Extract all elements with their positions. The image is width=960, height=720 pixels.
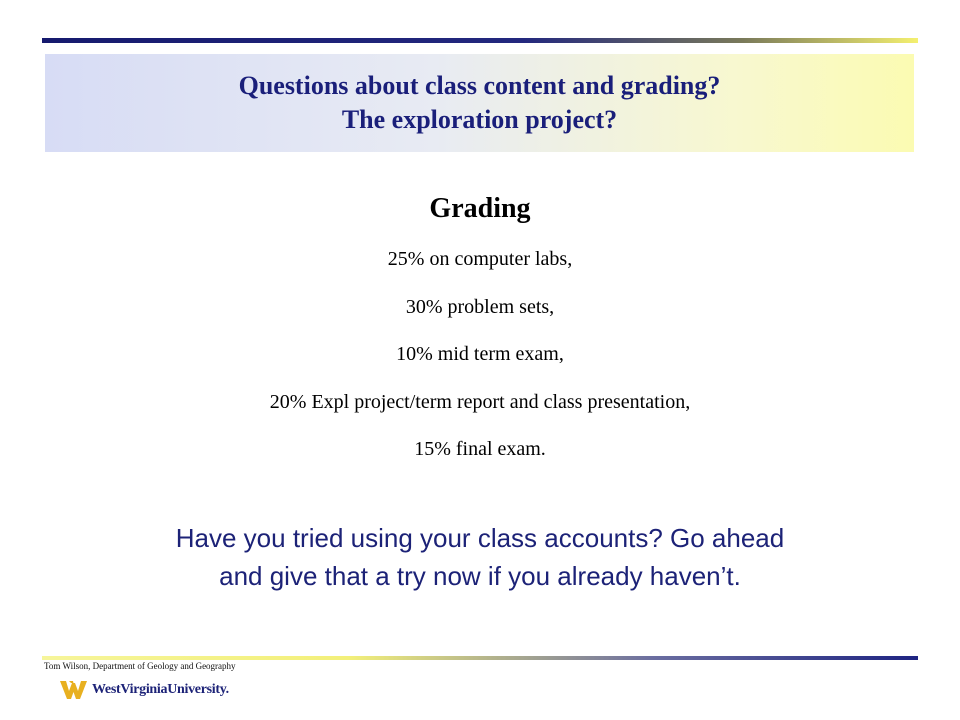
grading-item: 15% final exam.	[414, 438, 546, 460]
grading-heading: Grading	[429, 193, 531, 224]
slide-title-line-2: The exploration project?	[341, 105, 618, 134]
grading-list	[0, 244, 960, 482]
class-accounts-message-line-2: and give that a try now if you already haven’t.	[219, 561, 741, 591]
wvu-wordmark: WestVirginiaUniversity.	[92, 682, 229, 697]
wvu-logo	[60, 678, 229, 702]
slide-title-box	[45, 54, 914, 152]
class-accounts-message-line-1: Have you tried using your class accounts? Go ahead	[175, 523, 785, 553]
grading-item: 25% on computer labs,	[387, 248, 573, 270]
footer-credit: Tom Wilson, Department of Geology and Geography	[44, 661, 236, 671]
grading-item: 30% problem sets,	[405, 295, 555, 318]
grading-item: 10% mid term exam,	[396, 343, 564, 365]
grading-item: 20% Expl project/term report and class presentation,	[269, 390, 691, 413]
wv-flying-wv-icon	[60, 679, 90, 701]
bottom-divider	[42, 656, 918, 660]
class-accounts-message	[100, 519, 860, 595]
slide-title-line-1: Questions about class content and grading?	[238, 71, 721, 100]
top-divider	[42, 38, 918, 43]
